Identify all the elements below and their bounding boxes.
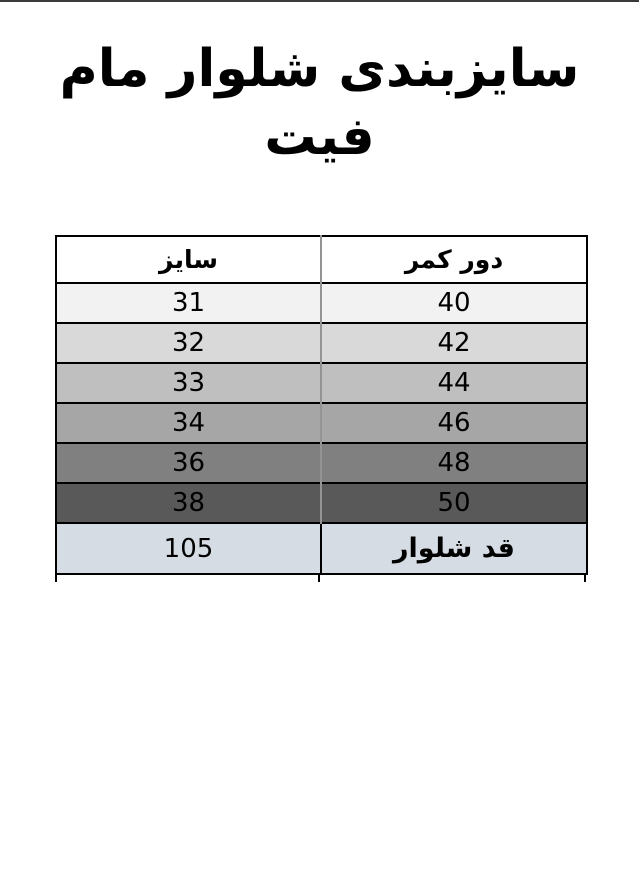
table-row xyxy=(56,403,587,443)
waist-cell: 44 xyxy=(437,368,471,398)
waist-column-header: دور کمر xyxy=(404,245,504,274)
size-cell: 34 xyxy=(56,403,321,443)
table-row xyxy=(56,363,587,403)
table-header-row xyxy=(56,236,587,283)
size-cell: 33 xyxy=(56,363,321,403)
size-cell: 31 xyxy=(56,283,321,323)
size-cell: 36 xyxy=(56,443,321,483)
table-row xyxy=(56,323,587,363)
waist-cell: 46 xyxy=(437,408,471,438)
top-edge-strip xyxy=(0,0,639,2)
table-row xyxy=(56,483,587,523)
size-column-header: سایز xyxy=(56,236,321,283)
table-row xyxy=(56,283,587,323)
size-cell: 32 xyxy=(56,323,321,363)
column-border-stub-left xyxy=(55,575,57,582)
size-chart-table xyxy=(55,235,588,575)
pant-length-row xyxy=(56,523,587,574)
pant-length-value-cell: 105 xyxy=(56,523,321,574)
waist-cell: 42 xyxy=(437,328,471,358)
pant-length-label-cell: قد شلوار xyxy=(393,533,515,564)
waist-cell: 50 xyxy=(437,488,471,518)
page-title: سایزبندی شلوار مام فیت xyxy=(59,39,580,167)
table-row xyxy=(56,443,587,483)
waist-cell: 48 xyxy=(437,448,471,478)
size-cell: 38 xyxy=(56,483,321,523)
waist-cell: 40 xyxy=(437,288,471,318)
column-border-stub-right xyxy=(584,575,586,582)
column-border-stub-middle xyxy=(318,575,320,582)
